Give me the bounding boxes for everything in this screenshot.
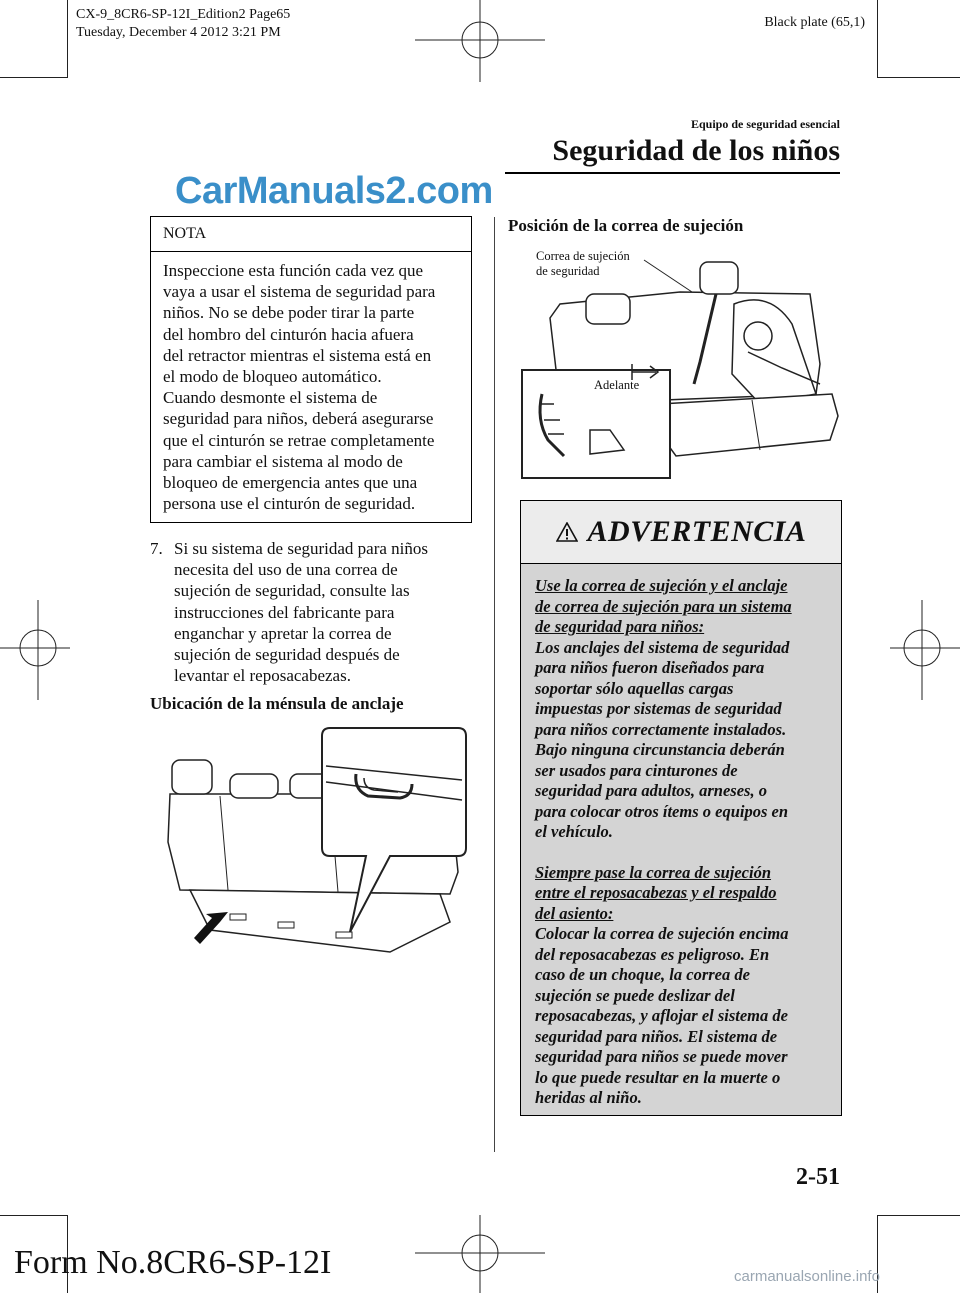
warning-header [521,501,841,564]
forward-label: Adelante [594,378,640,392]
warning-line: soportar sólo aquellas cargas [535,678,734,698]
warning-subhead-line: Siempre pase la correa de sujeción [535,862,772,882]
step-line: Si su sistema de seguridad para niños [174,539,429,558]
registration-target-top [415,0,545,85]
registration-target-bottom [415,1210,545,1293]
warning-subhead-line: Use la correa de sujeción y el anclaje [535,576,788,595]
warning-line: para niños correctamente instalados. [535,719,787,739]
warning-line: ser usados para cinturones de [535,760,738,780]
warning-line: para colocar otros ítems o equipos en [535,801,789,821]
strap-position-illustration [520,244,840,482]
strap-label-line2: de seguridad [536,264,600,278]
section-label: Equipo de seguridad esencial [690,117,840,131]
note-title: NOTA [151,217,471,252]
warning-triangle-icon [556,522,578,542]
file-info [76,6,290,42]
page-number: 2-51 [796,1164,840,1190]
warning-line: heridas al niño. [535,1088,642,1107]
form-number: Form No.8CR6-SP-12I [14,1244,332,1281]
step-line: instrucciones del fabricante para [174,602,395,622]
step-line: enganchar y apretar la correa de [174,623,392,643]
note-line: Cuando desmonte el sistema de [163,388,378,408]
warning-line: Los anclajes del sistema de seguridad [535,637,790,657]
watermark-bottom: carmanualsonline.info [734,1268,880,1285]
note-box [150,216,472,523]
warning-line: para niños fueron diseñados para [535,658,765,677]
strap-heading: Posición de la correa de sujeción [508,216,744,235]
step-line: necesita del uso de una correa de [174,560,398,580]
note-line: Inspeccione esta función cada vez que [163,261,424,280]
warning-line: impuestas por sistemas de seguridad [535,699,782,718]
step-line: levantar el reposacabezas. [174,666,351,686]
warning-subhead-line: del asiento: [535,903,614,923]
note-line: persona use el cinturón de seguridad. [163,494,416,514]
registration-target-left [0,600,70,700]
warning-subhead-line: entre el reposacabezas y el respaldo [535,883,777,902]
step-line: sujeción de seguridad después de [174,645,400,665]
warning-subhead-line: de seguridad para niños: [535,617,705,636]
warning-title: ADVERTENCIA [587,515,807,548]
warning-body [521,564,841,1123]
warning-subhead-line: de correa de sujeción para un sistema [535,596,792,616]
warning-line: seguridad para adultos, arneses, o [535,781,767,800]
warning-line: seguridad para niños se puede mover [535,1047,788,1066]
warning-line: reposacabezas, y aflojar el sistema de [535,1006,788,1025]
step-number: 7. [150,539,163,558]
warning-line: del reposacabezas es peligroso. En [535,944,770,964]
note-line: niños. No se debe poder tirar la parte [163,303,415,323]
plate-label: Black plate (65,1) [764,15,865,30]
warning-line: el vehículo. [535,822,613,841]
registration-target-right [890,600,960,700]
note-line: vaya a usar el sistema de seguridad para [163,282,436,302]
warning-line: seguridad para niños. El sistema de [535,1026,778,1046]
strap-label-line1: Correa de sujeción [536,249,630,263]
warning-line: Bajo ninguna circunstancia deberán [535,740,785,759]
warning-line: caso de un choque, la correa de [535,965,750,984]
note-line: bloqueo de emergencia antes que una [163,473,418,493]
note-line: del hombro del cinturón hacia afuera [163,324,414,344]
section-title: Seguridad de los niños [552,134,840,167]
anchor-bracket-illustration [150,722,475,962]
note-body [151,252,471,522]
header-rule [505,172,840,174]
warning-line: Colocar la correa de sujeción encima [535,924,789,943]
note-line: seguridad para niños, deberá asegurarse [163,409,434,429]
file-info-line1: CX-9_8CR6-SP-12I_Edition2 Page65 [76,7,291,22]
note-line: que el cinturón se retrae completamente [163,430,435,450]
anchor-heading: Ubicación de la ménsula de anclaje [150,694,404,713]
warning-line: lo que puede resultar en la muerte o [535,1067,781,1087]
watermark-top: CarManuals2.com [175,170,493,212]
file-info-line2: Tuesday, December 4 2012 3:21 PM [76,25,281,40]
note-line: del retractor mientras el sistema está en [163,345,432,365]
step-7 [150,538,480,686]
step-line: sujeción de seguridad, consulte las [174,581,410,601]
column-divider [494,217,495,1152]
note-line: el modo de bloqueo automático. [163,367,382,387]
note-line: para cambiar el sistema al modo de [163,451,403,471]
warning-box [520,500,842,1116]
warning-line: sujeción se puede deslizar del [535,985,735,1005]
